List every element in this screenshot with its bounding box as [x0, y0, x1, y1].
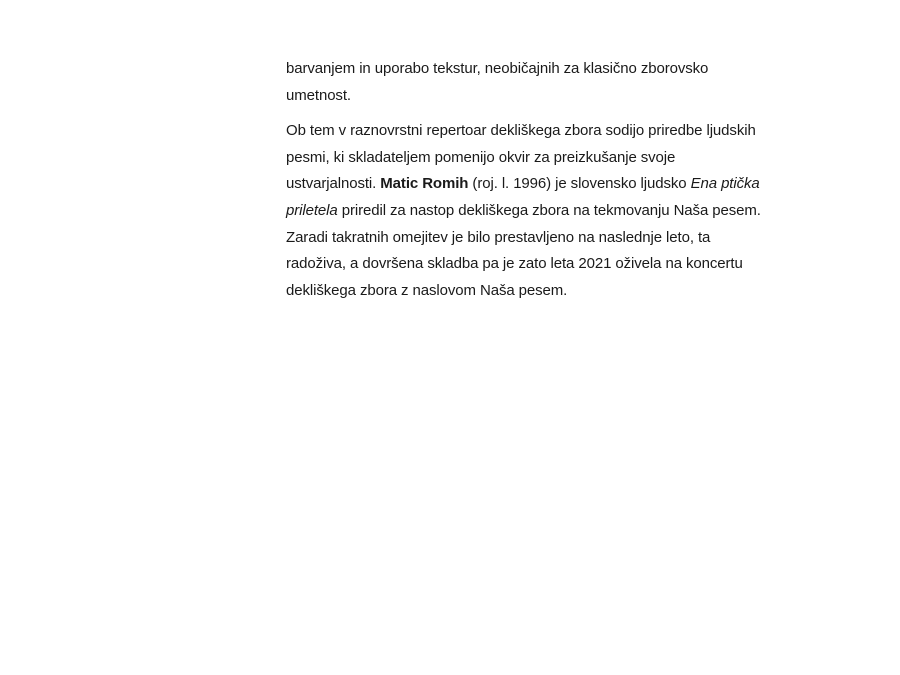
paragraph-1-text: barvanjem in uporabo tekstur, neobičajnih za klasično zborovsko umetnost.	[286, 60, 709, 104]
paragraph-2-text-1: Ob tem v raznovrstni repertoar dekliškega zbora sodijo priredbe ljudskih pesmi, ki skladateljem pomenijo okvir za preizkušanje svoje ustvarjalnosti.	[286, 121, 756, 193]
paragraph-2-text-2: (roj. l. 1996) je slovensko ljudsko	[468, 175, 691, 193]
paragraph-2-text-3: priredil za nastop dekliškega zbora na tekmovanju Naša pesem. Zaradi takratnih omejitev je bilo prestavljeno na naslednje leto, ta radoživa, a dovršena skladba pa je zato leta 2021 oživela na koncertu dekliškega zbora z naslovom Naša pesem.	[286, 202, 761, 300]
article-body	[286, 56, 766, 313]
song-title: Ena ptička priletela	[286, 175, 760, 220]
paragraph-repertoire	[286, 118, 766, 305]
paragraph-continuation	[286, 56, 766, 109]
composer-name: Matic Romih	[380, 175, 469, 193]
